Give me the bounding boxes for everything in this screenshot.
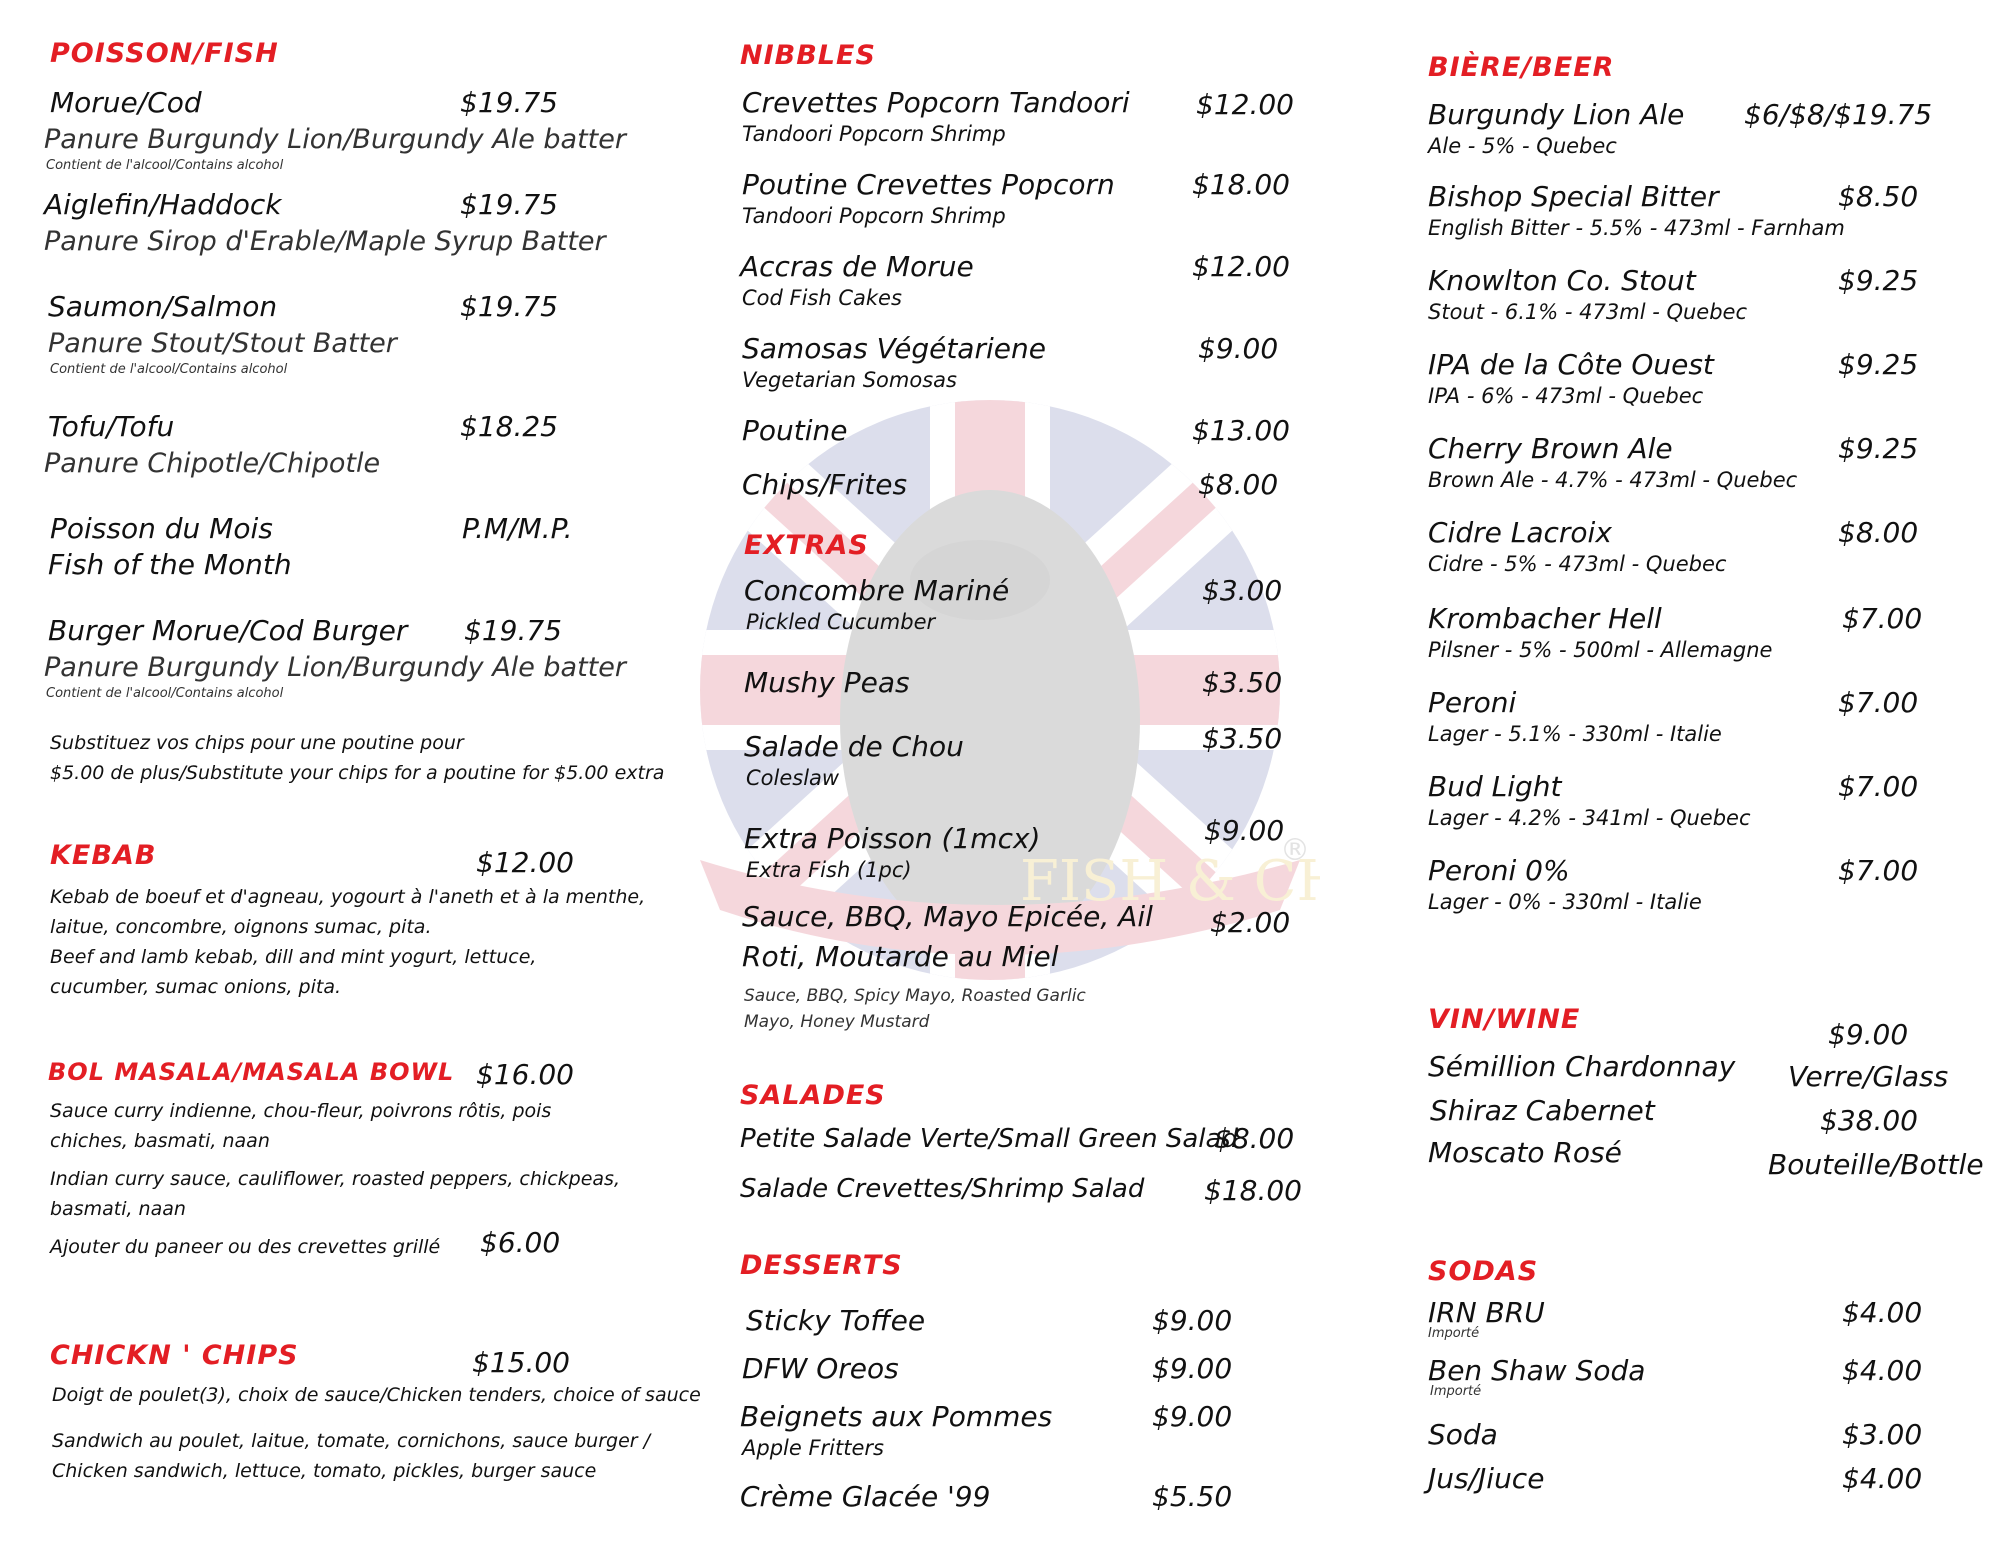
nibble-item-price: $13.00 [1192,414,1290,447]
beer-item-sub: English Bitter - 5.5% - 473ml - Farnham [1428,216,1845,240]
beer-item-name: Burgundy Lion Ale [1428,98,1685,131]
extra-item-sub: Coleslaw [746,766,840,790]
dessert-item-price: $9.00 [1152,1304,1233,1337]
beer-item-price: $9.25 [1838,348,1919,381]
extra-item-sub: Mayo, Honey Mustard [744,1012,930,1032]
chickn-desc: Doigt de poulet(3), choix de sauce/Chicken tenders, choice of sauce [52,1384,701,1406]
nibble-item-name: Chips/Frites [742,468,908,501]
fish-item-name: Morue/Cod [50,86,202,119]
masala-desc: basmati, naan [50,1198,186,1220]
soda-item-name: Ben Shaw Soda [1428,1354,1646,1387]
chickn-desc: Sandwich au poulet, laitue, tomate, cornichons, sauce burger / [52,1430,651,1452]
masala-addon-price: $6.00 [480,1226,561,1259]
nibble-item-name: Crevettes Popcorn Tandoori [742,86,1130,119]
beer-item-price: $9.25 [1838,264,1919,297]
extra-item-name: Mushy Peas [744,666,910,699]
beer-item-price: $9.25 [1838,432,1919,465]
beer-item-name: Peroni 0% [1428,854,1570,887]
salad-item-name: Salade Crevettes/Shrimp Salad [740,1174,1145,1204]
soda-item-price: $3.00 [1842,1418,1923,1451]
salad-item-name: Petite Salade Verte/Small Green Salad [740,1124,1238,1154]
fish-item-name: Poisson du Mois [50,512,273,545]
chickn-desc: Chicken sandwich, lettuce, tomato, pickles, burger sauce [52,1460,597,1482]
beer-item-name: Knowlton Co. Stout [1428,264,1696,297]
fish-item-price: $19.75 [460,86,558,119]
beer-item-name: Bishop Special Bitter [1428,180,1719,213]
section-title-salades: SALADES [740,1080,886,1111]
nibble-item-sub: Cod Fish Cakes [742,286,902,310]
extra-item-name: Salade de Chou [744,730,964,763]
extra-item-price: $9.00 [1204,814,1285,847]
section-title-kebab: KEBAB [50,840,157,871]
fish-item-batter: Panure Stout/Stout Batter [48,328,397,359]
fish-item-note: Contient de l'alcool/Contains alcohol [46,158,284,173]
wine-item-name: Moscato Rosé [1428,1136,1622,1169]
fish-item-name-2: Fish of the Month [48,548,292,581]
beer-item-sub: Ale - 5% - Quebec [1428,134,1617,158]
dessert-item-name: Beignets aux Pommes [740,1400,1053,1433]
wine-item-name: Sémillion Chardonnay [1428,1050,1736,1083]
section-title-chickn: CHICKN ' CHIPS [50,1340,299,1371]
beer-item-price: $7.00 [1838,770,1919,803]
nibble-item-name: Accras de Morue [740,250,974,283]
section-title-desserts: DESSERTS [740,1250,903,1281]
fish-item-price: $18.25 [460,410,558,443]
wine-glass-label: Verre/Glass [1788,1060,1949,1093]
beer-item-sub: Lager - 4.2% - 341ml - Quebec [1428,806,1751,830]
fish-item-batter: Panure Burgundy Lion/Burgundy Ale batter [44,124,626,155]
extra-item-name: Sauce, BBQ, Mayo Epicée, Ail [742,900,1153,933]
beer-item-sub: Lager - 5.1% - 330ml - Italie [1428,722,1722,746]
wine-glass-price: $9.00 [1828,1018,1909,1051]
kebab-desc: Kebab de boeuf et d'agneau, yogourt à l'aneth et à la menthe, [50,886,646,908]
soda-item-sub: Importé [1430,1384,1482,1399]
soda-item-name: Jus/Jiuce [1428,1462,1545,1495]
nibble-item-sub: Vegetarian Somosas [742,368,957,392]
beer-item-price: $7.00 [1838,686,1919,719]
dessert-item-sub: Apple Fritters [742,1436,884,1460]
substitute-note: $5.00 de plus/Substitute your chips for a poutine for $5.00 extra [50,762,665,784]
fish-item-batter: Panure Chipotle/Chipotle [44,448,381,479]
beer-item-price: $8.50 [1838,180,1919,213]
fish-item-name: Tofu/Tofu [48,410,175,443]
extra-item-price: $3.00 [1202,574,1283,607]
substitute-note: Substituez vos chips pour une poutine pour [50,732,464,754]
kebab-desc: laitue, concombre, oignons sumac, pita. [50,916,432,938]
masala-desc: Indian curry sauce, cauliflower, roasted peppers, chickpeas, [50,1168,620,1190]
masala-desc: chiches, basmati, naan [50,1130,270,1152]
masala-addon: Ajouter du paneer ou des crevettes grillé [50,1236,441,1258]
extra-item-sub: Pickled Cucumber [746,610,936,634]
beer-item-sub: Stout - 6.1% - 473ml - Quebec [1428,300,1748,324]
fish-item-price: $19.75 [464,614,562,647]
registered-mark: ® [1280,833,1310,868]
extra-item-sub: Extra Fish (1pc) [746,858,912,882]
masala-price: $16.00 [476,1058,574,1091]
extra-item-sub: Sauce, BBQ, Spicy Mayo, Roasted Garlic [744,986,1086,1006]
salad-item-price: $8.00 [1214,1122,1295,1155]
beer-item-name: IPA de la Côte Ouest [1428,348,1714,381]
section-title-wine: VIN/WINE [1428,1004,1581,1035]
masala-desc: Sauce curry indienne, chou-fleur, poivrons rôtis, pois [50,1100,552,1122]
fish-item-price: P.M/M.P. [462,512,573,545]
soda-item-name: Soda [1428,1418,1498,1451]
beer-item-name: Bud Light [1428,770,1562,803]
section-title-nibbles: NIBBLES [740,40,876,71]
fish-item-name: Saumon/Salmon [48,290,278,323]
beer-item-price: $7.00 [1838,854,1919,887]
beer-item-sub: IPA - 6% - 473ml - Quebec [1428,384,1704,408]
beer-item-sub: Cidre - 5% - 473ml - Quebec [1428,552,1727,576]
salad-item-price: $18.00 [1204,1174,1302,1207]
soda-item-price: $4.00 [1842,1354,1923,1387]
nibble-item-sub: Tandoori Popcorn Shrimp [742,204,1006,228]
nibble-item-price: $18.00 [1192,168,1290,201]
beer-item-price: $6/$8/$19.75 [1744,98,1933,131]
watermark-text: FISH & C [1020,849,1297,914]
nibble-item-price: $9.00 [1198,332,1279,365]
dessert-item-price: $9.00 [1152,1400,1233,1433]
soda-item-price: $4.00 [1842,1296,1923,1329]
nibble-item-name: Poutine Crevettes Popcorn [742,168,1115,201]
extra-item-name: Concombre Mariné [744,574,1010,607]
dessert-item-name: Sticky Toffee [746,1304,926,1337]
chickn-price: $15.00 [472,1346,570,1379]
nibble-item-name: Samosas Végétariene [742,332,1046,365]
nibble-item-price: $12.00 [1192,250,1290,283]
kebab-price: $12.00 [476,846,574,879]
extra-item-price: $3.50 [1202,722,1283,755]
soda-item-name: IRN BRU [1428,1296,1545,1329]
beer-item-name: Peroni [1428,686,1517,719]
fish-item-note: Contient de l'alcool/Contains alcohol [46,686,284,701]
fish-item-batter: Panure Burgundy Lion/Burgundy Ale batter [44,652,626,683]
nibble-item-name: Poutine [742,414,848,447]
beer-item-price: $7.00 [1842,602,1923,635]
beer-item-price: $8.00 [1838,516,1919,549]
kebab-desc: cucumber, sumac onions, pita. [50,976,342,998]
beer-item-sub: Pilsner - 5% - 500ml - Allemagne [1428,638,1773,662]
section-title-beer: BIÈRE/BEER [1428,52,1615,83]
nibble-item-sub: Tandoori Popcorn Shrimp [742,122,1006,146]
section-title-extras: EXTRAS [744,530,869,561]
extra-item-name-2: Roti, Moutarde au Miel [742,940,1059,973]
extra-item-price: $2.00 [1210,906,1291,939]
section-title-fish: POISSON/FISH [50,38,279,69]
beer-item-name: Krombacher Hell [1428,602,1662,635]
fish-item-note: Contient de l'alcool/Contains alcohol [50,362,288,377]
beer-item-sub: Lager - 0% - 330ml - Italie [1428,890,1702,914]
fish-item-price: $19.75 [460,188,558,221]
beer-item-name: Cidre Lacroix [1428,516,1612,549]
extra-item-price: $3.50 [1202,666,1283,699]
dessert-item-name: Crème Glacée '99 [740,1480,991,1513]
fish-item-name: Burger Morue/Cod Burger [48,614,408,647]
soda-item-price: $4.00 [1842,1462,1923,1495]
wine-item-name: Shiraz Cabernet [1430,1094,1655,1127]
section-title-masala: BOL MASALA/MASALA BOWL [48,1058,455,1086]
dessert-item-name: DFW Oreos [742,1352,899,1385]
extra-item-name: Extra Poisson (1mcx) [744,822,1041,855]
nibble-item-price: $8.00 [1198,468,1279,501]
wine-bottle-price: $38.00 [1820,1104,1918,1137]
dessert-item-price: $9.00 [1152,1352,1233,1385]
dessert-item-price: $5.50 [1152,1480,1233,1513]
fish-item-price: $19.75 [460,290,558,323]
beer-item-sub: Brown Ale - 4.7% - 473ml - Quebec [1428,468,1798,492]
soda-item-sub: Importé [1428,1326,1480,1341]
fish-item-batter: Panure Sirop d'Erable/Maple Syrup Batter [44,226,606,257]
nibble-item-price: $12.00 [1196,88,1294,121]
fish-item-name: Aiglefin/Haddock [44,188,282,221]
kebab-desc: Beef and lamb kebab, dill and mint yogurt, lettuce, [50,946,537,968]
wine-bottle-label: Bouteille/Bottle [1768,1148,1984,1181]
beer-item-name: Cherry Brown Ale [1428,432,1673,465]
section-title-sodas: SODAS [1428,1256,1539,1287]
